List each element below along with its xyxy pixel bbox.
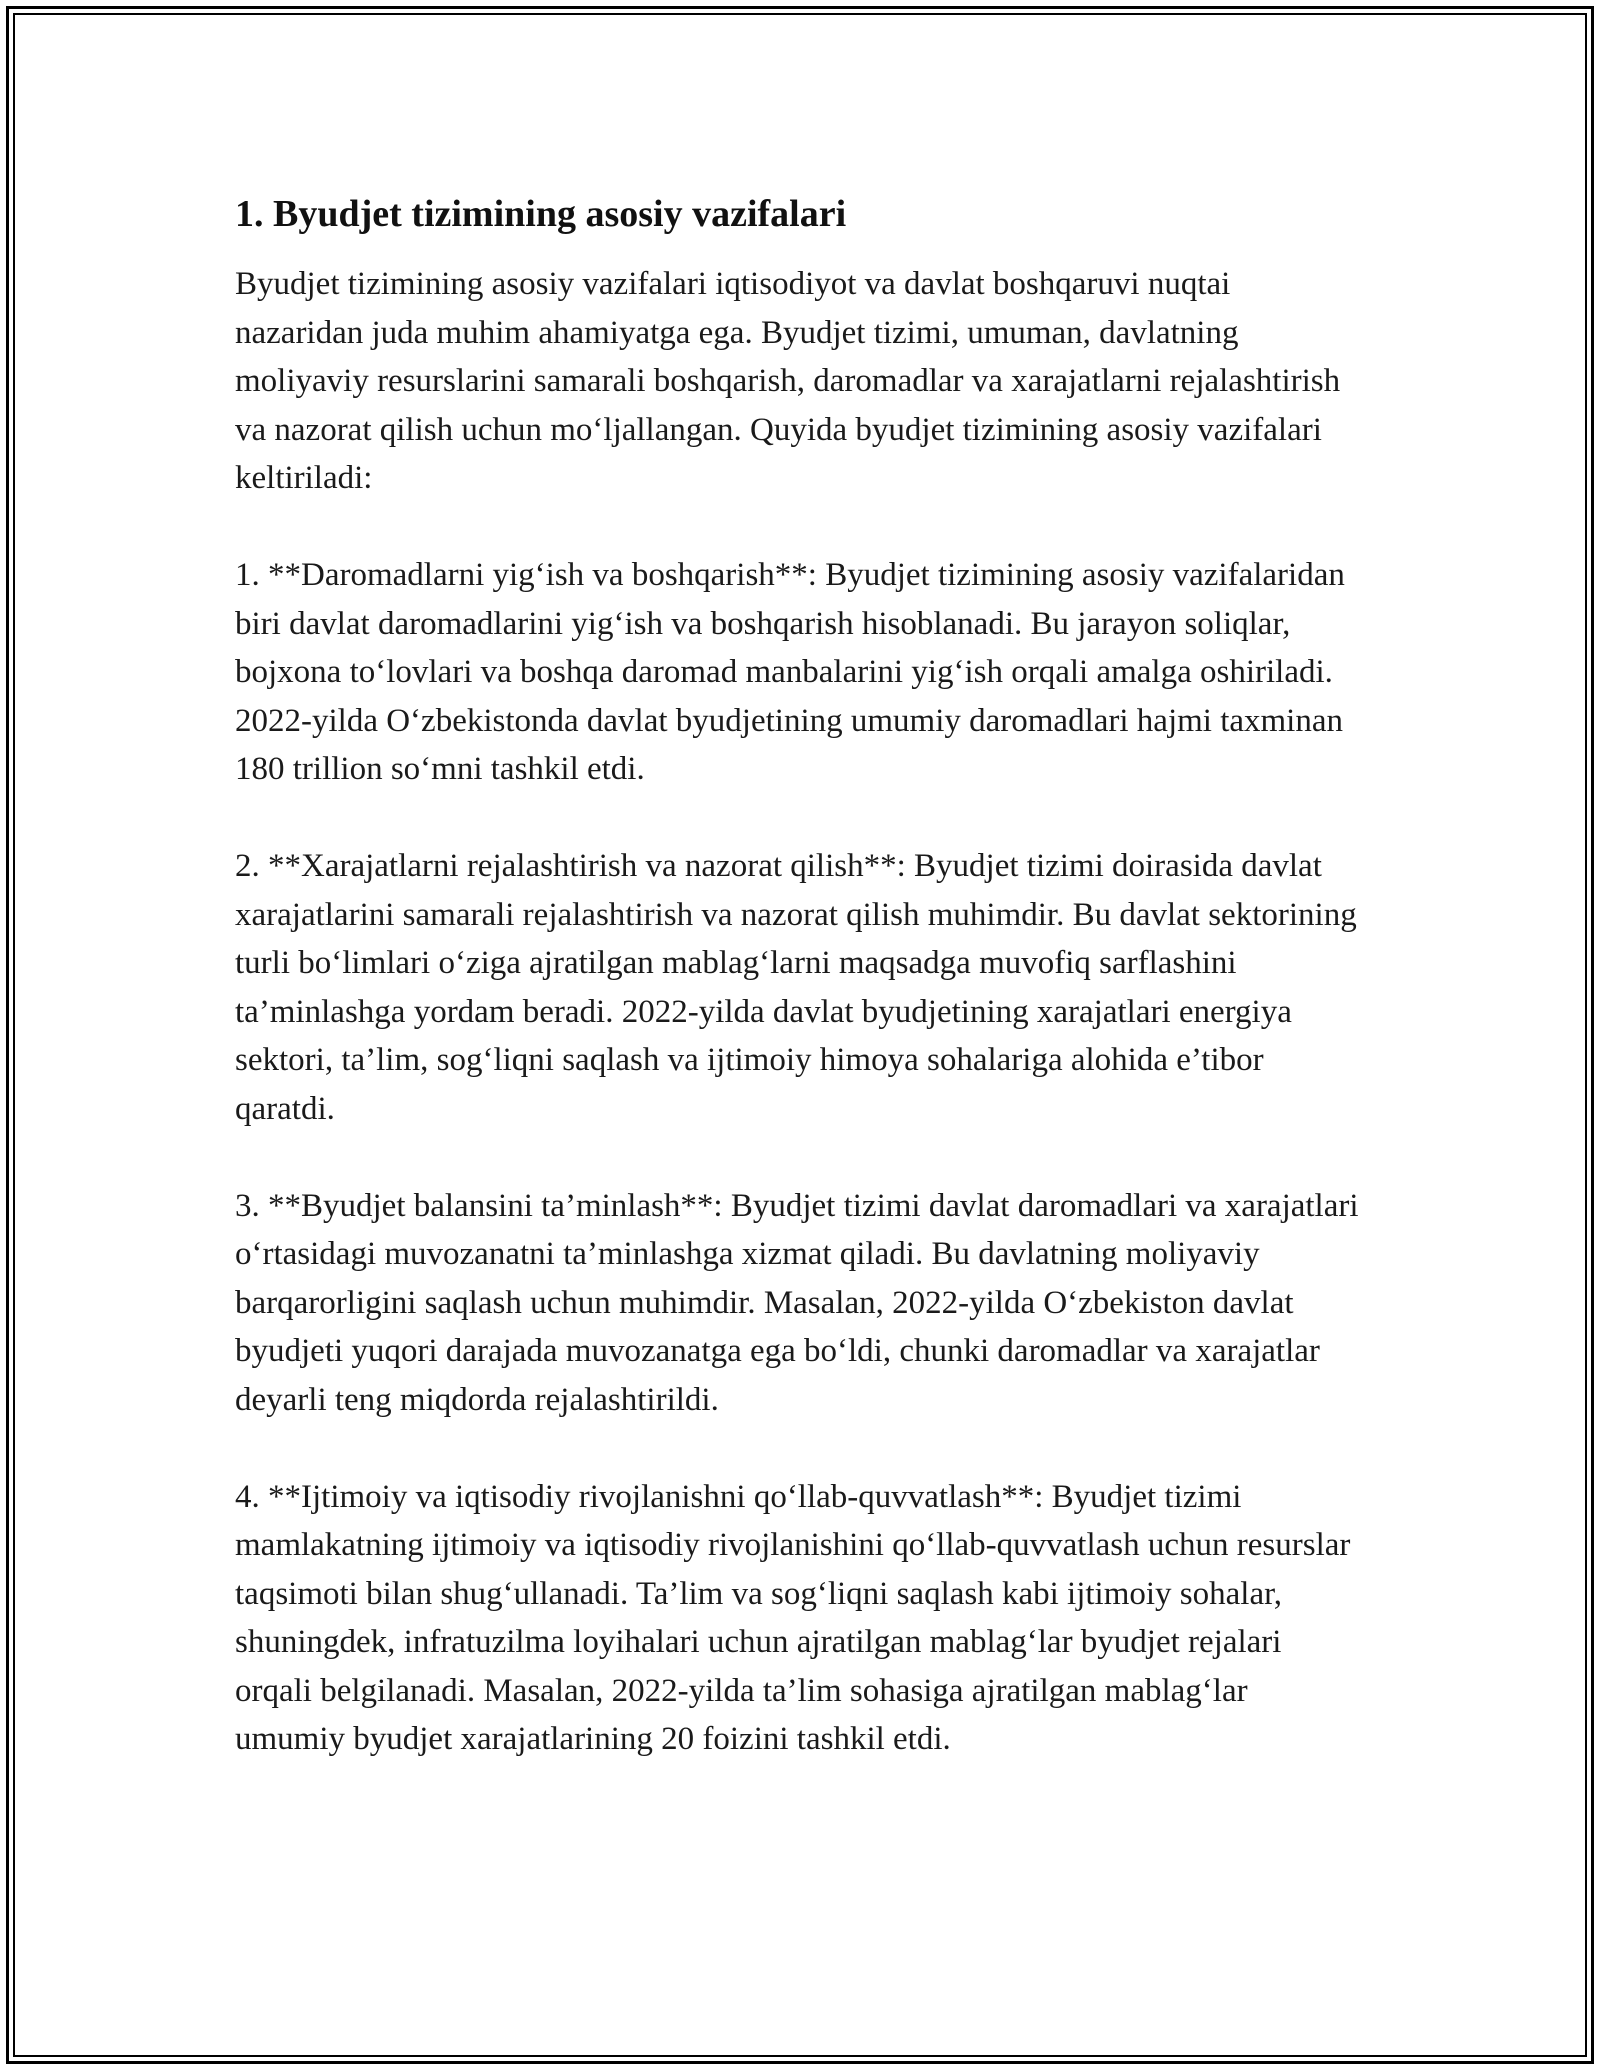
- list-item-paragraph: 2. **Xarajatlarni rejalashtirish va nazorat qilish**: Byudjet tizimi doirasida davlat xarajatlarini samarali rejalashtirish va nazorat qilish muhimdir. Bu davlat sektorining turli bo‘limlari o‘ziga ajratilgan mablag‘larni maqsadga muvofiq sarflashini ta’minlashga yordam beradi. 2022-yilda davlat byudjetining xarajatlari energiya sektori, ta’lim, sog‘liqni saqlash va ijtimoiy himoya sohalariga alohida e’tibor qaratdi.: [235, 848, 1357, 1127]
- list-item-paragraph: 1. **Daromadlarni yig‘ish va boshqarish**: Byudjet tizimining asosiy vazifalaridan biri davlat daromadlarini yig‘ish va boshqarish hisoblanadi. Bu jarayon soliqlar, bojxona to‘lovlari va boshqa daromad manbalarini yig‘ish orqali amalga oshiriladi. 2022-yilda O‘zbekistonda davlat byudjetining umumiy daromadlari hajmi taxminan 180 trillion so‘mni tashkil etdi.: [235, 557, 1345, 787]
- intro-paragraph: Byudjet tizimining asosiy vazifalari iqtisodiyot va davlat boshqaruvi nuqtai nazaridan juda muhim ahamiyatga ega. Byudjet tizimi, umuman, davlatning moliyaviy resurslarini samarali boshqarish, daromadlar va xarajatlarni rejalashtirish va nazorat qilish uchun mo‘ljallangan. Quyida byudjet tizimining asosiy vazifalari keltiriladi:: [235, 266, 1341, 496]
- list-item-paragraph: 4. **Ijtimoiy va iqtisodiy rivojlanishni qo‘llab-quvvatlash**: Byudjet tizimi mamlakatning ijtimoiy va iqtisodiy rivojlanishini qo‘llab-quvvatlash uchun resurslar taqsimoti bilan shug‘ullanadi. Ta’lim va sog‘liqni saqlash kabi ijtimoiy sohalar, shuningdek, infratuzilma loyihalari uchun ajratilgan mablag‘lar byudjet rejalari orqali belgilanadi. Masalan, 2022-yilda ta’lim sohasiga ajratilgan mablag‘lar umumiy byudjet xarajatlarining 20 foizini tashkil etdi.: [235, 1478, 1351, 1757]
- list-item-paragraph: 3. **Byudjet balansini ta’minlash**: Byudjet tizimi davlat daromadlari va xarajatlari o‘rtasidagi muvozanatni ta’minlashga xizmat qiladi. Bu davlatning moliyaviy barqarorligini saqlash uchun muhimdir. Masalan, 2022-yilda O‘zbekiston davlat byudjeti yuqori darajada muvozanatga ega bo‘ldi, chunki daromadlar va xarajatlar deyarli teng miqdorda rejalashtirildi.: [235, 1187, 1359, 1418]
- document-body: [235, 190, 1365, 1812]
- section-heading: 1. Byudjet tizimining asosiy vazifalari: [235, 193, 847, 235]
